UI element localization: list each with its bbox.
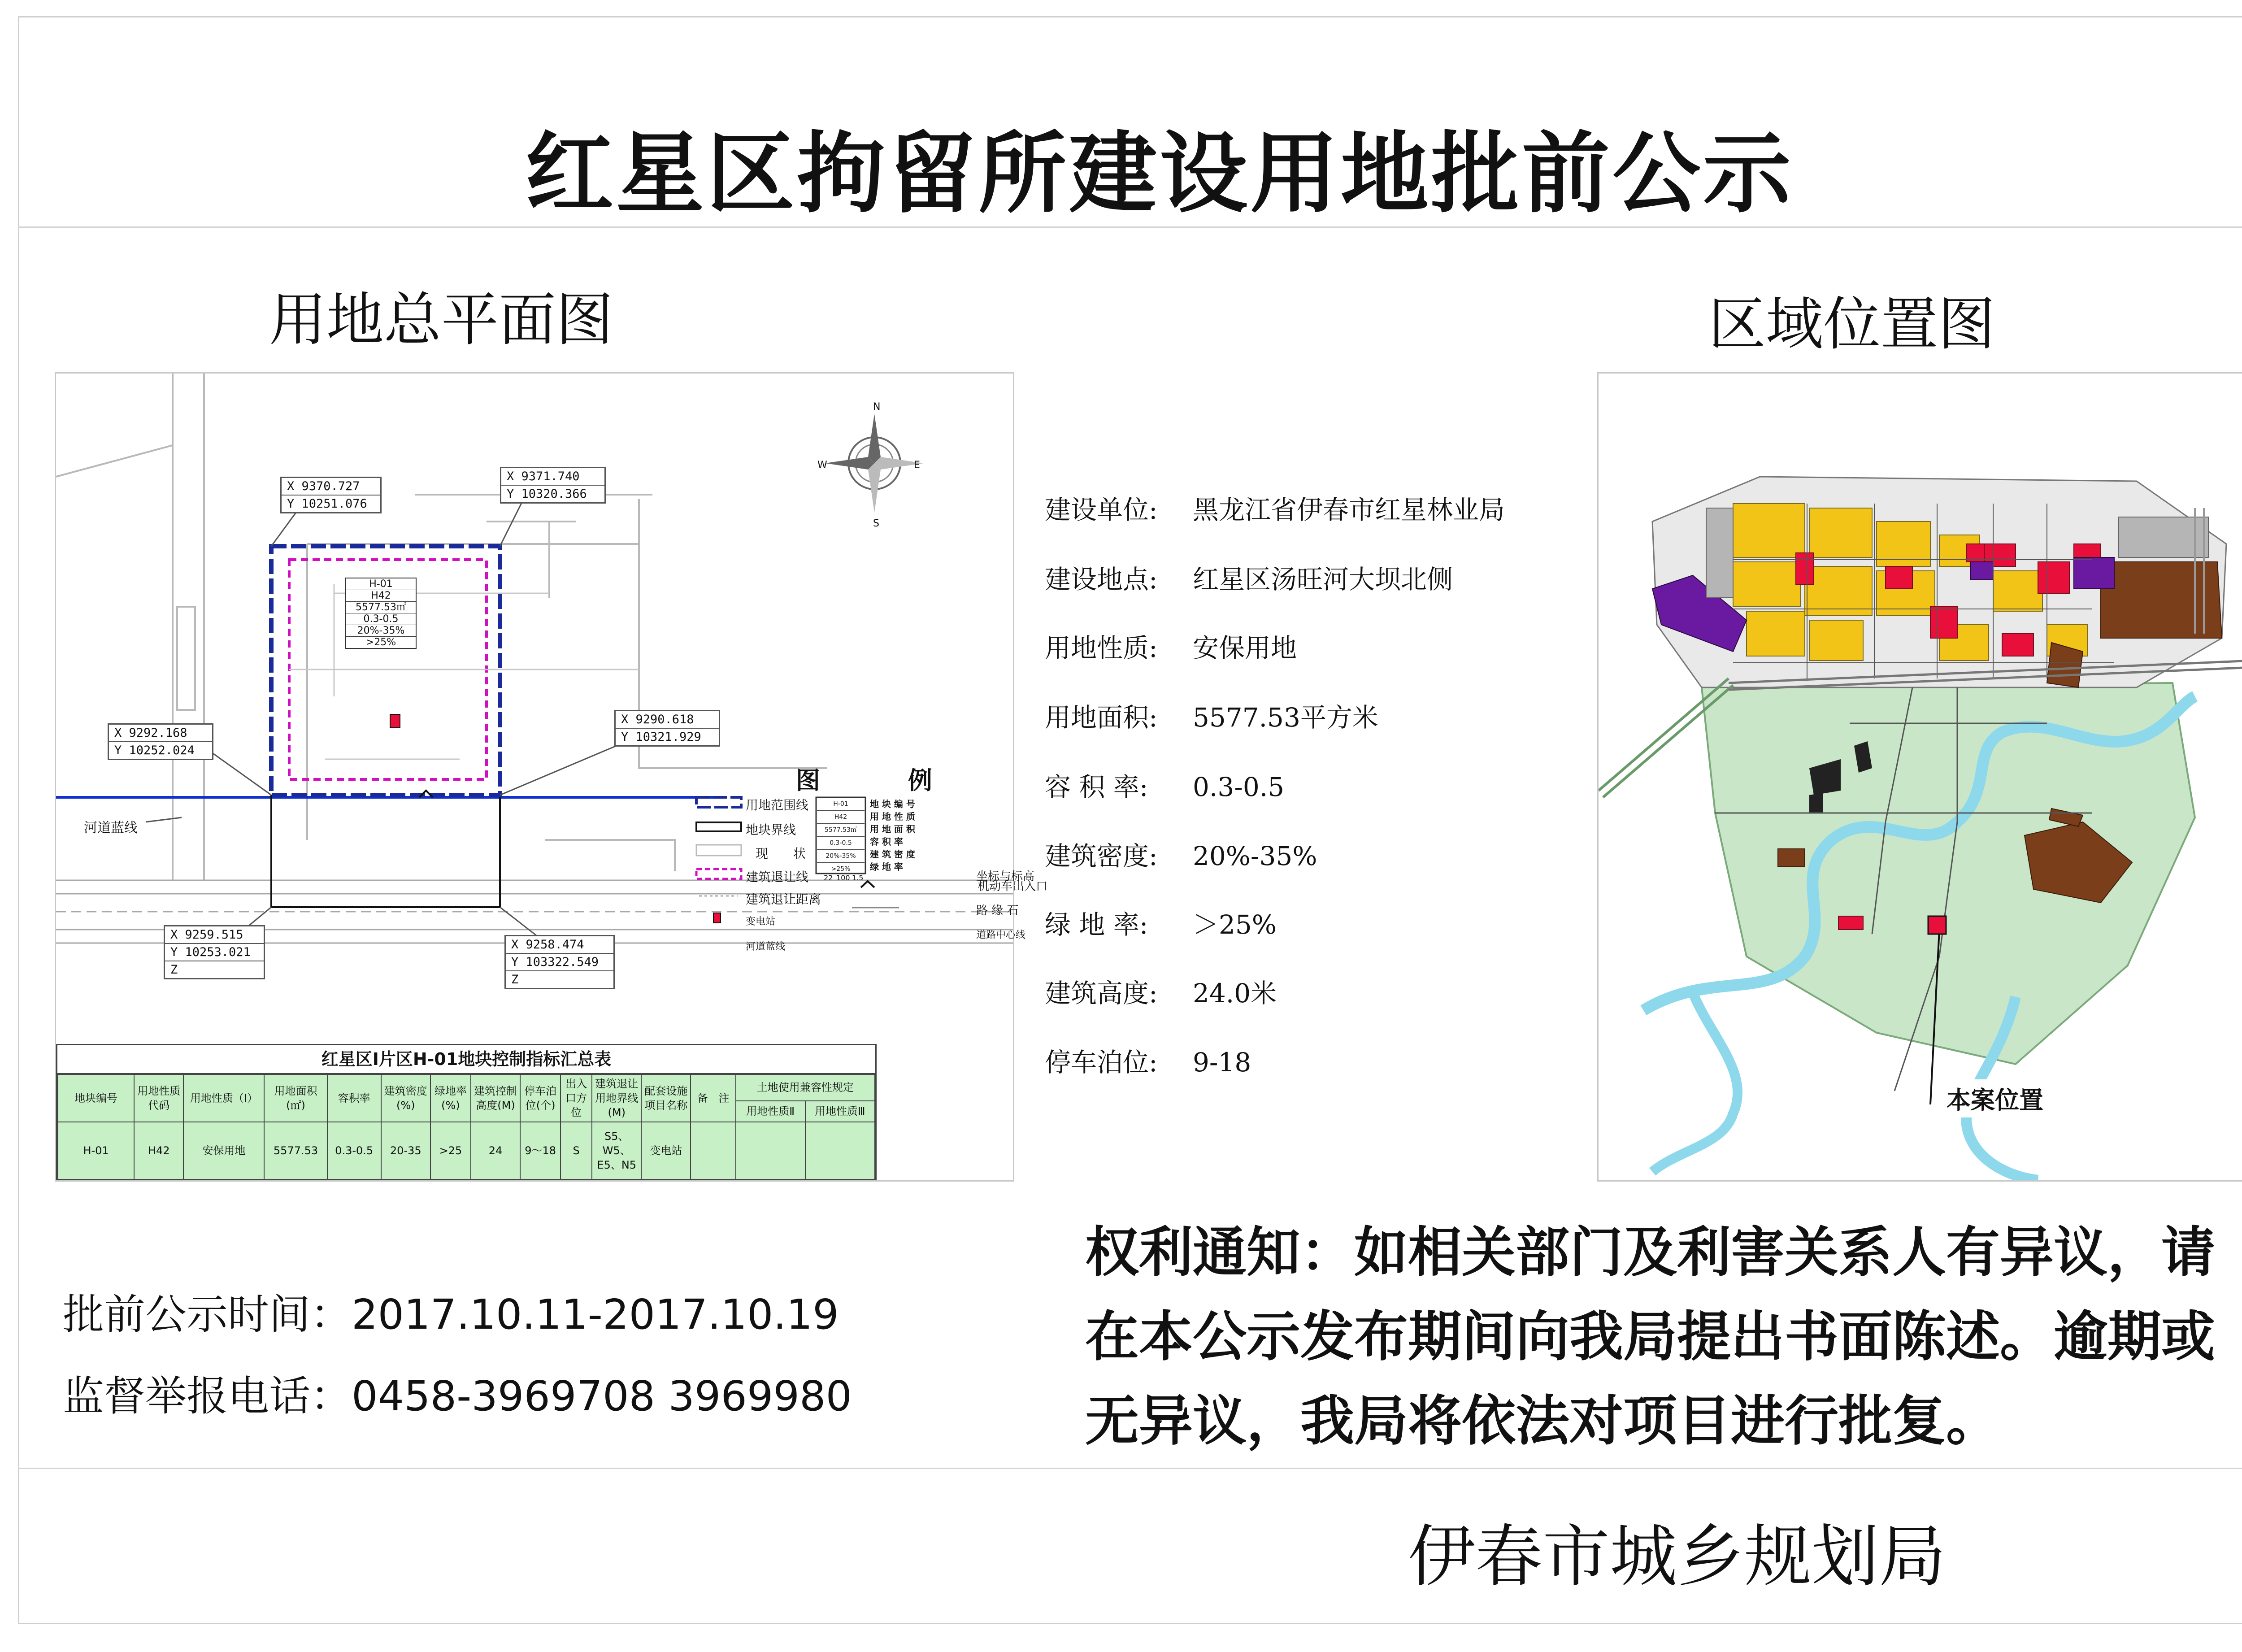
compass-n-label: N xyxy=(873,401,881,413)
table-subheader: 用地性质Ⅲ xyxy=(805,1101,875,1122)
coord-box-1 xyxy=(280,477,382,513)
table-cell: 20-35 xyxy=(381,1122,430,1179)
table-header: 地块编号 xyxy=(58,1074,134,1122)
table-title: 红星区Ⅰ片区H-01地块控制指标汇总表 xyxy=(57,1045,875,1074)
coord-x: X 9258.474 xyxy=(506,936,613,954)
plot-area: 5577.53㎡ xyxy=(346,602,416,613)
legend-title-left: 图 xyxy=(796,766,820,795)
info-row-land-use xyxy=(1045,627,1297,665)
coord-y: Y 103322.549 xyxy=(506,954,613,971)
legend-plot-value: 20%-35% xyxy=(817,850,865,863)
info-row-unit xyxy=(1045,489,1505,526)
location-map-drawing xyxy=(1599,374,2242,1180)
legend-item: 河道蓝线 xyxy=(746,941,786,952)
table-header: 配套设施项目名称 xyxy=(641,1074,691,1122)
table-header: 出入口方位 xyxy=(560,1074,592,1122)
table-header: 用地性质（Ⅰ） xyxy=(183,1074,264,1122)
site-plan-heading: 用地总平面图 xyxy=(269,287,614,353)
legend-plot-value: H-01 xyxy=(817,798,865,811)
compass-s-label: S xyxy=(873,518,879,529)
page-title: 红星区拘留所建设用地批前公示 xyxy=(525,123,1794,225)
river-line-label: 河道蓝线 xyxy=(84,820,138,836)
legend-plot-value: 5577.53㎡ xyxy=(817,824,865,837)
info-value: 20%-35% xyxy=(1193,841,1317,871)
report-phone-label: 监督举报电话： xyxy=(63,1372,352,1420)
plot-code: H-01 xyxy=(346,578,416,590)
report-phone-value: 0458-3969708 3969980 xyxy=(352,1372,852,1420)
table-cell: 5577.53 xyxy=(264,1122,327,1179)
info-label: 用地面积: xyxy=(1045,702,1158,733)
coord-x: X 9370.727 xyxy=(282,478,380,496)
info-row-area xyxy=(1045,696,1378,734)
table-cell: 安保用地 xyxy=(183,1122,264,1179)
info-label: 绿 地 率: xyxy=(1045,909,1148,940)
info-value: 9-18 xyxy=(1193,1047,1251,1078)
table-cell xyxy=(736,1122,805,1179)
info-label: 建筑密度: xyxy=(1045,841,1158,871)
compass-w-label: W xyxy=(817,460,827,471)
table-cell: 0.3-0.5 xyxy=(327,1122,381,1179)
legend-item: 变电站 xyxy=(746,916,776,927)
table-header: 用地性质代码 xyxy=(134,1074,183,1122)
legend-plot-sample xyxy=(817,798,865,875)
info-row-density xyxy=(1045,835,1317,873)
legend-road-dim: 1.5 xyxy=(852,874,864,882)
info-row-far xyxy=(1045,766,1284,804)
publicity-time-value: 2017.10.11-2017.10.19 xyxy=(352,1291,839,1339)
plot-density: 20%-35% xyxy=(346,625,416,637)
info-row-location xyxy=(1045,558,1453,596)
info-label: 建设单位: xyxy=(1045,495,1158,525)
case-location-label: 本案位置 xyxy=(1939,1079,2051,1117)
coord-x: X 9371.740 xyxy=(501,468,604,486)
legend-plot-key: 建 筑 密 度 xyxy=(870,849,915,860)
coord-box-2 xyxy=(500,467,606,504)
legend-road-dim: 100 xyxy=(836,874,850,882)
table-header: 建筑退让用地界线(M) xyxy=(592,1074,641,1122)
table-header: 绿地率(%) xyxy=(430,1074,471,1122)
legend-item: 建筑退让距离 xyxy=(746,892,821,907)
coord-z: Z xyxy=(170,963,178,977)
table-header: 土地使用兼容性规定 xyxy=(736,1074,875,1101)
coord-y: Y 10251.076 xyxy=(287,497,367,511)
coord-z: Z xyxy=(511,973,519,987)
report-phone xyxy=(63,1363,852,1422)
info-value: 黑龙江省伊春市红星林业局 xyxy=(1193,495,1505,525)
plot-green: >25% xyxy=(365,637,396,648)
publicity-time-label: 批前公示时间： xyxy=(63,1291,352,1339)
coord-box-3 xyxy=(108,723,213,760)
table-cell: H42 xyxy=(134,1122,183,1179)
site-plan-panel xyxy=(55,372,1048,1182)
info-label: 建筑高度: xyxy=(1045,978,1158,1009)
publicity-time xyxy=(63,1282,839,1341)
info-value: 24.0米 xyxy=(1193,978,1277,1009)
legend-item: 用地范围线 xyxy=(746,798,809,813)
info-row-height xyxy=(1045,972,1277,1010)
coord-box-5 xyxy=(164,925,265,979)
legend xyxy=(688,761,1048,952)
location-map-panel xyxy=(1597,372,2242,1182)
compass-e-label: E xyxy=(914,460,920,471)
compass-rose xyxy=(825,414,924,513)
plot-type: H42 xyxy=(346,590,416,602)
legend-item: 道路中心线 xyxy=(976,930,1026,941)
table-cell: S xyxy=(560,1122,592,1179)
location-map-heading: 区域位置图 xyxy=(1708,291,1996,358)
coord-x: X 9259.515 xyxy=(165,926,264,944)
legend-plot-key: 用 地 性 质 xyxy=(870,811,915,822)
rights-notice: 权利通知：如相关部门及利害关系人有异议，请在本公示发布期间向我局提出书面陈述。逾期或无异议，我局将依法对项目进行批复。 xyxy=(1085,1222,2215,1452)
info-label: 建设地点: xyxy=(1045,564,1158,595)
info-row-green xyxy=(1045,904,1277,941)
index-table xyxy=(57,1074,875,1180)
legend-road-dim: 22 xyxy=(824,874,833,882)
info-label: 容 积 率: xyxy=(1045,772,1148,802)
info-value: 安保用地 xyxy=(1193,633,1297,663)
info-value: 5577.53平方米 xyxy=(1193,702,1378,733)
info-value: 0.3-0.5 xyxy=(1193,772,1285,802)
table-header: 用地面积(㎡) xyxy=(264,1074,327,1122)
info-value: 红星区汤旺河大坝北侧 xyxy=(1193,564,1453,595)
legend-plot-key: 地 块 编 号 xyxy=(870,799,915,809)
table-cell: 变电站 xyxy=(641,1122,691,1179)
legend-plot-key: 绿 地 率 xyxy=(870,861,903,872)
info-value: ＞25% xyxy=(1193,909,1277,940)
table-header: 备 注 xyxy=(691,1074,735,1122)
plot-label-box xyxy=(345,578,417,649)
substation-marker xyxy=(390,714,400,728)
table-header: 容积率 xyxy=(327,1074,381,1122)
footer-divider xyxy=(18,1468,2242,1469)
coord-x: X 9292.168 xyxy=(109,725,212,742)
table-cell: H-01 xyxy=(58,1122,134,1179)
coord-y: Y 10321.929 xyxy=(621,730,701,744)
info-row-parking xyxy=(1045,1041,1251,1079)
coord-y: Y 10320.366 xyxy=(507,487,587,501)
table-header: 停车泊位(个) xyxy=(520,1074,560,1122)
legend-item: 路 缘 石 xyxy=(976,904,1019,917)
legend-plot-key: 用 地 面 积 xyxy=(870,824,915,835)
control-index-table xyxy=(56,1044,877,1180)
legend-title-right: 例 xyxy=(908,766,932,795)
coord-box-4 xyxy=(614,710,720,747)
coord-box-6 xyxy=(504,935,615,989)
legend-plot-value: H42 xyxy=(817,811,865,824)
plot-far: 0.3-0.5 xyxy=(346,613,416,625)
legend-item: 机动车出入口 xyxy=(978,880,1048,893)
legend-plot-value: >25% xyxy=(831,865,851,873)
table-header: 建筑密度(%) xyxy=(381,1074,430,1122)
info-label: 用地性质: xyxy=(1045,633,1158,663)
table-cell xyxy=(691,1122,735,1179)
table-header: 建筑控制高度(M) xyxy=(471,1074,520,1122)
legend-plot-value: 0.3-0.5 xyxy=(817,837,865,850)
coord-x: X 9290.618 xyxy=(616,711,719,729)
legend-plot-keys xyxy=(870,798,915,873)
table-cell: S5、W5、E5、N5 xyxy=(592,1122,641,1179)
issuer: 伊春市城乡规划局 xyxy=(1408,1518,1947,1596)
table-cell: >25 xyxy=(430,1122,471,1179)
legend-plot-key: 容 积 率 xyxy=(870,836,903,847)
table-subheader: 用地性质Ⅱ xyxy=(736,1101,805,1122)
coord-y: Y 10253.021 xyxy=(165,944,264,961)
legend-item: 建筑退让线 xyxy=(746,869,809,884)
coord-y: Y 10252.024 xyxy=(114,743,195,757)
legend-item: 坐标与标高 xyxy=(976,870,1035,883)
table-cell xyxy=(805,1122,875,1179)
legend-item: 现 状 xyxy=(756,846,806,861)
table-cell: 9～18 xyxy=(520,1122,560,1179)
legend-item: 地块界线 xyxy=(746,822,796,837)
table-cell: 24 xyxy=(471,1122,520,1179)
info-label: 停车泊位: xyxy=(1045,1047,1158,1078)
